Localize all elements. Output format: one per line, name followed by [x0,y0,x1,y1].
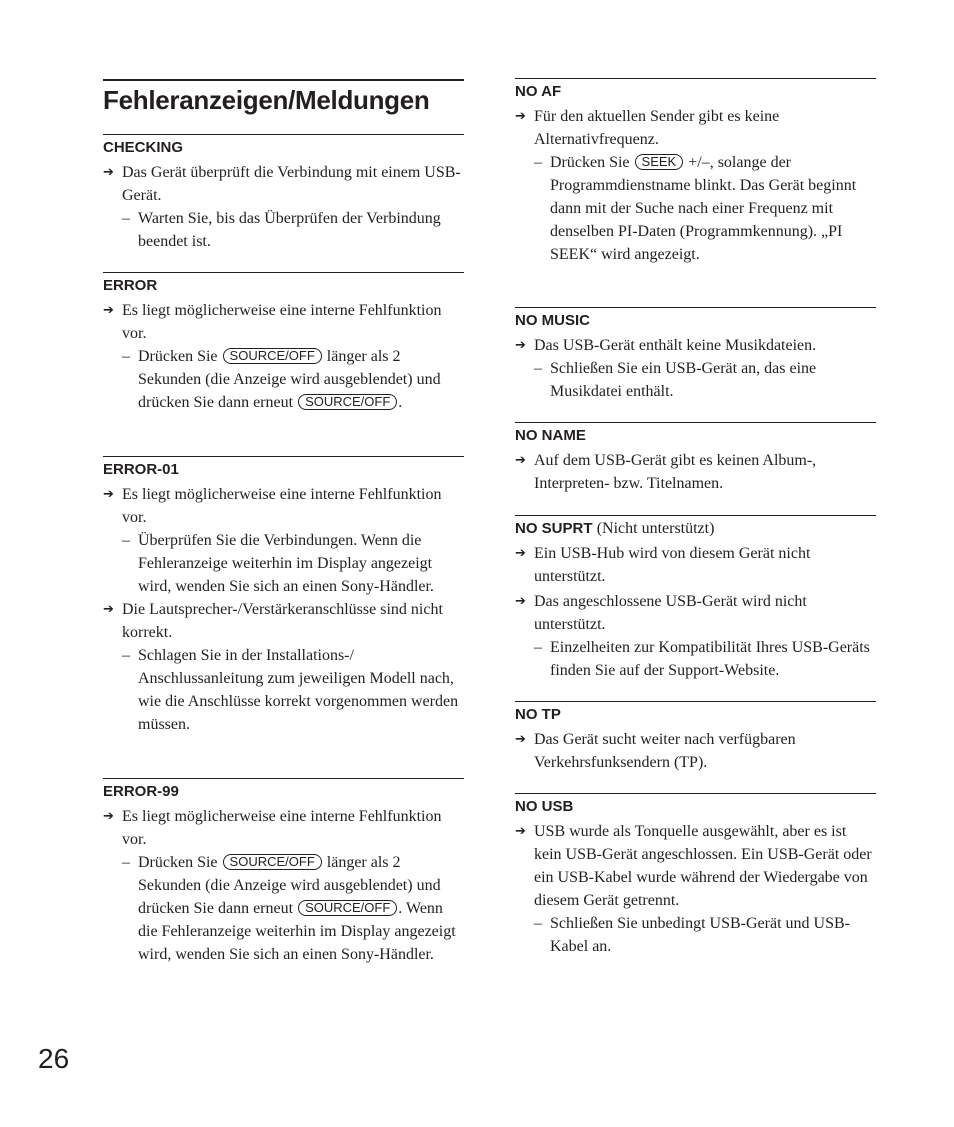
dash-icon: – [122,348,130,365]
cause-text: Das Gerät überprüft die Verbindung mit einem USB-Gerät. [122,164,461,204]
arrow-icon: ➔ [103,303,114,318]
cause-text: Es liegt möglicherweise eine interne Fehlfunktion vor. [122,302,442,342]
cause-item [103,805,464,851]
source-off-button-label: SOURCE/OFF [223,348,322,364]
seek-button-label: SEEK [635,154,684,170]
remedy-item [103,644,464,736]
remedy-text: Drücken Sie [138,348,218,365]
arrow-icon: ➔ [103,809,114,824]
arrow-icon: ➔ [515,109,526,124]
remedy-text: Schlagen Sie in der Installations-/ Anschlussanleitung zum jeweiligen Modell nach, wie die Anschlüsse korrekt vorgenommen werden müssen. [138,647,459,733]
section-heading-label: NO SUPRT [515,520,593,537]
remedy-text: Überprüfen Sie die Verbindungen. Wenn die Fehleranzeige weiterhin im Display angezeigt wird, wenden Sie sich an einen Sony-Händler. [138,532,434,595]
dash-icon: – [122,647,130,664]
cause-text: USB wurde als Tonquelle ausgewählt, aber es ist kein USB-Gerät angeschlossen. Ein USB-Gerät oder ein USB-Kabel wurde während der Wiedergabe von diesem Gerät getrennt. [534,823,872,909]
section-error [103,272,464,414]
dash-icon: – [534,360,542,377]
section-no-name [515,422,876,495]
arrow-icon: ➔ [515,338,526,353]
page-number: 26 [38,1043,70,1074]
section-heading: NO NAME [515,427,586,444]
section-heading: NO USB [515,798,574,815]
cause-item [515,590,876,636]
section-no-music [515,307,876,403]
remedy-text: länger als 2 Sekunden (die Anzeige wird ausgeblendet) und drücken Sie dann erneut [138,854,441,917]
remedy-item [103,345,464,414]
arrow-icon: ➔ [515,824,526,839]
section-error-99 [103,778,464,966]
dash-icon: – [534,154,542,171]
section-heading: NO MUSIC [515,312,590,329]
cause-text: Auf dem USB-Gerät gibt es keinen Album-, Interpreten- bzw. Titelnamen. [534,452,817,492]
cause-text: Die Lautsprecher-/Verstärkeranschlüsse sind nicht korrekt. [122,601,443,641]
dash-icon: – [534,915,542,932]
remedy-item [515,357,876,403]
remedy-item [103,207,464,253]
remedy-item [515,912,876,958]
cause-item [103,598,464,644]
source-off-button-label: SOURCE/OFF [298,900,397,916]
remedy-item [515,151,876,266]
section-heading: ERROR [103,277,158,294]
section-heading: NO AF [515,83,562,100]
cause-item [515,105,876,151]
section-error-01 [103,456,464,736]
remedy-text: Schließen Sie ein USB-Gerät an, das eine Musikdatei enthält. [550,360,817,400]
cause-item [103,299,464,345]
remedy-text: länger als 2 Sekunden (die Anzeige wird ausgeblendet) und drücken Sie dann erneut [138,348,441,411]
section-no-af [515,78,876,266]
cause-text: Für den aktuellen Sender gibt es keine Alternativfrequenz. [534,108,780,148]
source-off-button-label: SOURCE/OFF [298,394,397,410]
remedy-text: . Wenn die Fehleranzeige weiterhin im Display angezeigt wird, wenden Sie sich an einen Sony-Händler. [138,900,456,963]
dash-icon: – [122,210,130,227]
cause-item [515,728,876,774]
cause-text: Es liegt möglicherweise eine interne Fehlfunktion vor. [122,808,442,848]
remedy-text: . [398,394,403,411]
remedy-text: Drücken Sie [550,154,630,171]
arrow-icon: ➔ [103,487,114,502]
arrow-icon: ➔ [515,546,526,561]
cause-text: Das Gerät sucht weiter nach verfügbaren Verkehrsfunksendern (TP). [534,731,796,771]
remedy-text: Warten Sie, bis das Überprüfen der Verbindung beendet ist. [138,210,441,250]
section-no-tp [515,701,876,774]
section-heading: CHECKING [103,139,184,156]
remedy-text: Einzelheiten zur Kompatibilität Ihres USB-Geräts finden Sie auf der Support-Website. [550,639,870,679]
dash-icon: – [122,532,130,549]
section-heading: ERROR-01 [103,461,179,478]
arrow-icon: ➔ [515,732,526,747]
cause-text: Ein USB-Hub wird von diesem Gerät nicht unterstützt. [534,545,811,585]
arrow-icon: ➔ [515,594,526,609]
arrow-icon: ➔ [515,453,526,468]
cause-item [515,542,876,588]
cause-item [515,820,876,912]
cause-item [515,449,876,495]
section-no-usb [515,793,876,958]
cause-item [103,161,464,207]
section-heading-note: (Nicht unterstützt) [596,520,715,537]
cause-text: Es liegt möglicherweise eine interne Fehlfunktion vor. [122,486,442,526]
section-no-suprt [515,515,876,682]
cause-item [103,483,464,529]
section-checking [103,134,464,253]
remedy-item [515,636,876,682]
remedy-item [103,851,464,966]
cause-text: Das angeschlossene USB-Gerät wird nicht unterstützt. [534,593,807,633]
arrow-icon: ➔ [103,165,114,180]
cause-text: Das USB-Gerät enthält keine Musikdateien. [534,337,817,354]
section-heading [515,519,876,539]
cause-item [515,334,876,357]
section-heading: NO TP [515,706,561,723]
remedy-text: Drücken Sie [138,854,218,871]
remedy-text: +/–, solange der Programmdienstname blinkt. Das Gerät beginnt dann mit der Suche nach einer Frequenz mit denselben PI-Daten (Programmkennung). „PI SEEK“ wird angezeigt. [550,154,857,263]
arrow-icon: ➔ [103,602,114,617]
page-title: Fehleranzeigen/Meldungen [103,79,464,117]
source-off-button-label: SOURCE/OFF [223,854,322,870]
dash-icon: – [122,854,130,871]
remedy-text: Schließen Sie unbedingt USB-Gerät und USB-Kabel an. [550,915,850,955]
dash-icon: – [534,639,542,656]
remedy-item [103,529,464,598]
section-heading: ERROR-99 [103,783,179,800]
